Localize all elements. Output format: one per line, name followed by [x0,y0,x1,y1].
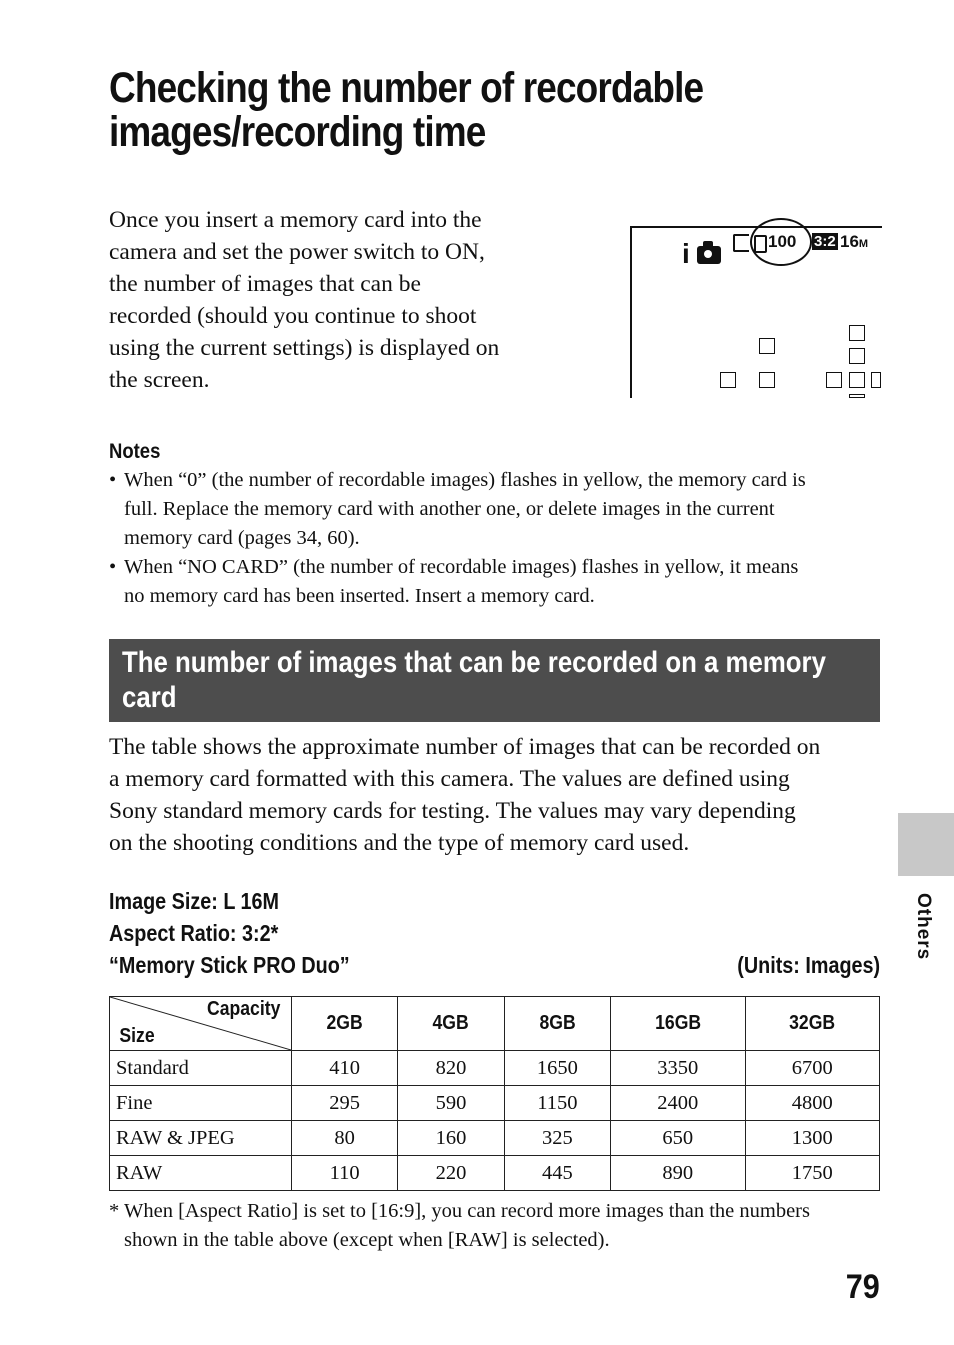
spec-image-size: Image Size: L 16M [109,888,280,914]
table-cell: 1300 [745,1121,879,1156]
page-title [109,66,797,154]
shots-remaining: 100 [768,232,797,251]
note-item [109,466,879,553]
table-header-row [110,997,880,1051]
body-line: a memory card formatted with this camera. The values are defined using [109,766,790,792]
table-cell: 4800 [745,1086,879,1121]
row-label: Fine [110,1086,292,1121]
section-heading-line: card [122,681,177,714]
spec-aspect-ratio: Aspect Ratio: 3:2* [109,920,279,946]
page-title-line-2: images/recording time [109,108,486,156]
table-cell: 410 [292,1051,398,1086]
image-size-indicator [840,232,868,252]
af-point-icon [759,338,775,354]
af-point-icon [849,348,865,364]
table-cell: 1150 [504,1086,610,1121]
intro-line: Once you insert a memory card into the [109,207,482,233]
aspect-ratio-badge: 3:2 [814,233,836,250]
note-item [109,553,879,611]
image-size-value: 16 [840,232,859,251]
table-cell: 590 [398,1086,504,1121]
table-cell: 1750 [745,1156,879,1191]
note-bullet: • [109,469,117,491]
body-line: The table shows the approximate number of images that can be recorded on [109,734,821,760]
spec-media: “Memory Stick PRO Duo” [109,952,350,978]
intro-line: the number of images that can be [109,271,421,297]
footnote-line: When [Aspect Ratio] is set to [16:9], you can record more images than the numbers [124,1200,810,1222]
table-row [110,1051,880,1086]
column-header: 16GB [611,997,745,1051]
section-heading-bar [109,639,880,722]
table-row [110,1086,880,1121]
intro-line: using the current settings) is displayed on [109,335,500,361]
body-line: on the shooting conditions and the type of memory card used. [109,830,690,856]
body-paragraph [109,731,884,859]
table-cell: 820 [398,1051,504,1086]
footnote-marker: * [109,1200,120,1222]
row-label: RAW & JPEG [110,1121,292,1156]
footnote-line: shown in the table above (except when [RAW] is selected). [124,1229,610,1251]
af-point-icon [759,372,775,388]
highlight-circle [750,218,812,266]
intro-paragraph [109,204,549,396]
camera-icon [697,246,721,264]
table-cell: 2400 [611,1086,745,1121]
column-header: 8GB [504,997,610,1051]
section-heading-line: The number of images that can be recorded on a memory [122,646,826,679]
body-line: Sony standard memory cards for testing. The values may vary depending [109,798,796,824]
note-line: When “0” (the number of recordable images) flashes in yellow, the memory card is [124,469,806,491]
af-point-icon [849,325,865,341]
chapter-tab [898,813,954,876]
intro-line: recorded (should you continue to shoot [109,303,477,329]
table-cell: 3350 [611,1051,745,1086]
memory-card-icon [733,234,749,252]
column-header: 32GB [745,997,879,1051]
table-cell: 295 [292,1086,398,1121]
column-header: 4GB [398,997,504,1051]
table-cell: 325 [504,1121,610,1156]
note-line: memory card (pages 34, 60). [124,527,360,549]
intro-line: the screen. [109,367,210,393]
screen-frame-left [630,226,632,398]
units-label: (Units: Images) [737,952,880,978]
table-cell: 80 [292,1121,398,1156]
row-label: RAW [110,1156,292,1191]
table-cell: 890 [611,1156,745,1191]
table-cell: 110 [292,1156,398,1191]
table-cell: 6700 [745,1051,879,1086]
page-number: 79 [845,1268,880,1306]
corner-size-label: Size [119,1025,155,1047]
af-point-icon [720,372,736,388]
af-point-icon [826,372,842,388]
notes-heading: Notes [109,440,161,463]
page-title-line-1: Checking the number of recordable [109,64,704,112]
camera-screen-illustration [630,226,882,398]
chapter-label-text: Others [913,893,934,961]
af-point-icon [871,372,881,388]
note-line: When “NO CARD” (the number of recordable images) flashes in yellow, it means [124,556,799,578]
corner-capacity-label: Capacity [206,998,280,1020]
footnote [109,1197,889,1255]
table-corner-cell [110,997,292,1051]
image-size-unit: M [858,238,869,250]
note-line: full. Replace the memory card with another one, or delete images in the current [124,498,775,520]
column-header: 2GB [292,997,398,1051]
intelligent-auto-label: i [682,238,690,269]
chapter-label [912,893,936,973]
table-row [110,1121,880,1156]
note-bullet: • [109,556,117,578]
table-cell: 445 [504,1156,610,1191]
table-row [110,1156,880,1191]
intro-line: camera and set the power switch to ON, [109,239,485,265]
row-label: Standard [110,1051,292,1086]
note-line: no memory card has been inserted. Insert a memory card. [124,585,595,607]
table-cell: 160 [398,1121,504,1156]
table-cell: 220 [398,1156,504,1191]
af-point-icon [849,372,865,388]
af-point-icon [849,394,865,398]
table-cell: 1650 [504,1051,610,1086]
capacity-table [109,996,880,1191]
table-cell: 650 [611,1121,745,1156]
